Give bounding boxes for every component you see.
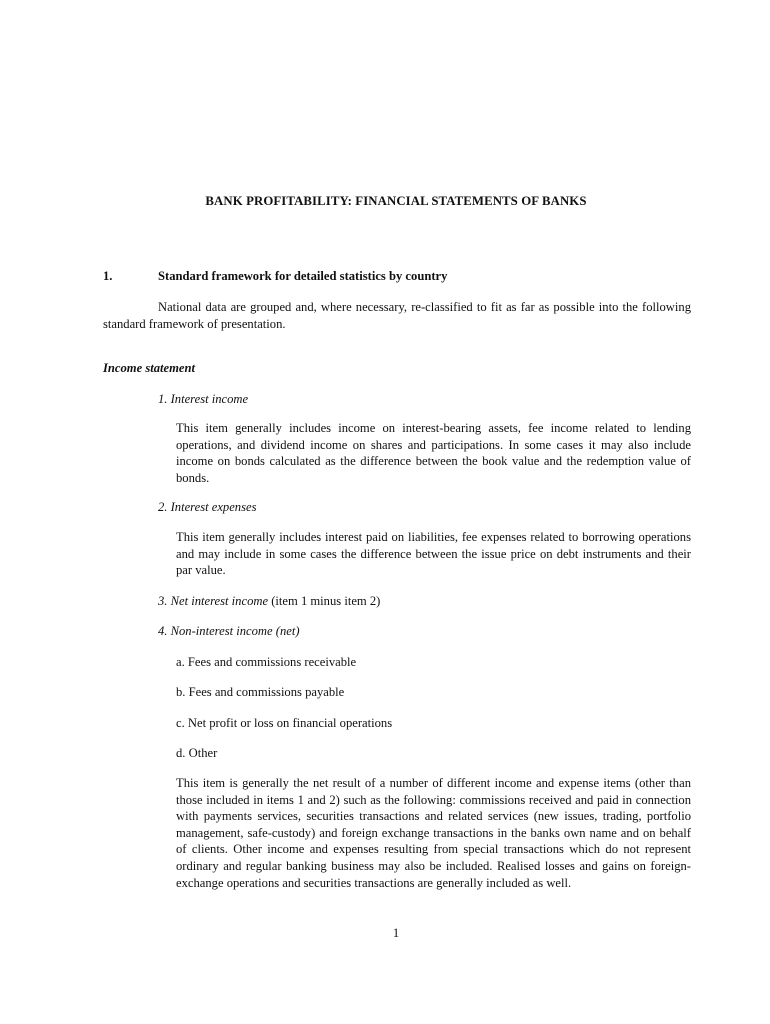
page-number: 1 — [392, 926, 400, 940]
sub-item-other: d. Other — [176, 746, 218, 760]
item-heading-interest-expenses: 2. Interest expenses — [158, 500, 257, 514]
section-number: 1. — [103, 269, 113, 283]
sub-item-net-profit-loss: c. Net profit or loss on financial operations — [176, 716, 393, 730]
sub-item-fees-payable: b. Fees and commissions payable — [176, 685, 345, 699]
item-paragraph-interest-expenses: This item generally includes interest paid on liabilities, fee expenses related to borrowing operations and may include in some cases the difference between the issue price on debt instruments and their par value. — [176, 530, 691, 578]
item-heading-net-interest-income — [158, 593, 380, 610]
section-title: Standard framework for detailed statistics by country — [158, 269, 448, 283]
item-paragraph-non-interest-income: This item is generally the net result of a number of different income and expense items (other than those included in items 1 and 2) such as the following: commissions received and paid in connection with payments services, securities transactions and related services (new issues, trading, portfolio management, safe-custody) and foreign exchange transactions in the banks own name and on behalf of clients. Other income and expenses resulting from special transactions which do not represent ordinary and regular banking business may also be included. Realised losses and gains on foreign-exchange operations and securities transactions are generally included as well. — [176, 776, 691, 890]
income-statement-heading: Income statement — [103, 361, 195, 375]
document-title: BANK PROFITABILITY: FINANCIAL STATEMENTS OF BANKS — [205, 194, 587, 208]
item-heading-interest-income: 1. Interest income — [158, 392, 249, 406]
intro-paragraph: National data are grouped and, where necessary, re-classified to fit as far as possible into the following standard framework of presentation. — [103, 300, 691, 331]
item-paragraph-interest-income: This item generally includes income on interest-bearing assets, fee income related to lending operations, and dividend income on shares and participations. In some cases it may also include income on bonds calculated as the difference between the book value and the redemption value of bonds. — [176, 421, 691, 485]
sub-item-fees-receivable: a. Fees and commissions receivable — [176, 655, 357, 669]
item-heading-net-interest-income-note: (item 1 minus item 2) — [271, 594, 381, 608]
item-heading-net-interest-income-label: 3. Net interest income — [158, 594, 269, 608]
item-heading-non-interest-income: 4. Non-interest income (net) — [158, 624, 300, 638]
